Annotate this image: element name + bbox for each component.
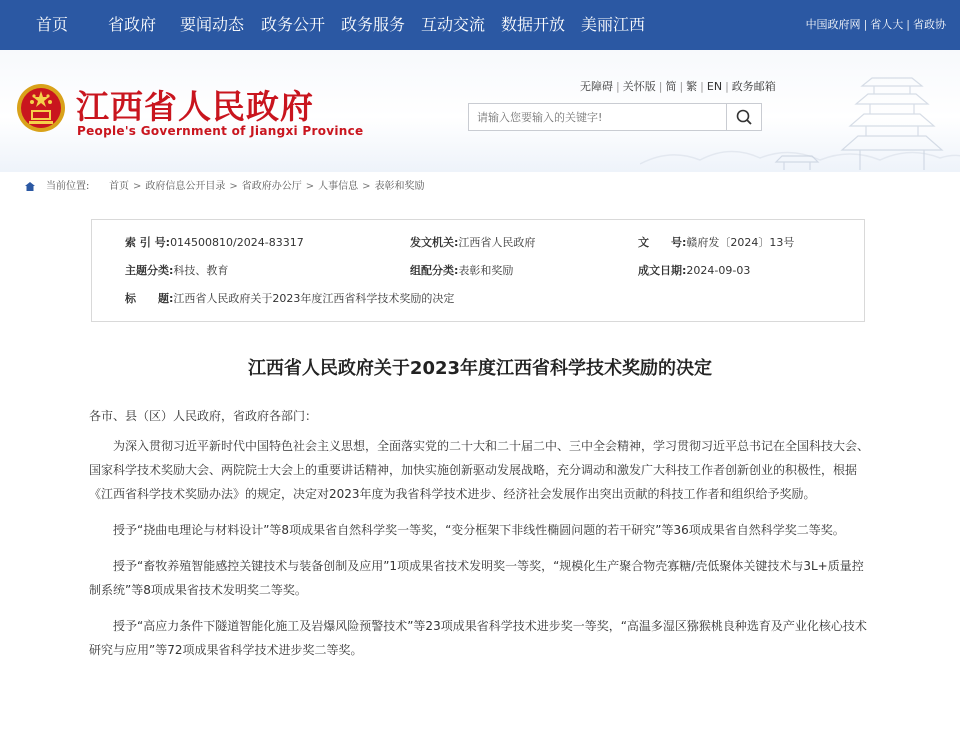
meta-date: 成文日期:2024-09-03 bbox=[638, 264, 751, 277]
site-subtitle: People's Government of Jiangxi Province bbox=[77, 124, 364, 138]
nav-right-links: 中国政府网 | 省人大 | 省政协 bbox=[805, 18, 946, 31]
link-care-mode[interactable]: 关怀版 bbox=[622, 80, 656, 93]
article-body bbox=[89, 404, 871, 674]
article-paragraph: 为深入贯彻习近平新时代中国特色社会主义思想，全面落实党的二十大和二十届二中、三中全会精神，学习贯彻习近平总书记在全国科技大会、国家科学技术奖励大会、两院院士大会上的重要讲话精神，加快实施创新驱动发展战略，充分调动和激发广大科技工作者创新创业的积极性，根据《江西省科学技术奖励办法》的规定，决定对2023年度为我省科学技术进步、经济社会发展作出突出贡献的科技工作者和组织给予奖励。 bbox=[89, 439, 870, 501]
nav-item-home[interactable]: 首页 bbox=[36, 15, 69, 34]
utility-links: 无障碍 | 关怀版 | 简 | 繁 | EN | 政务邮箱 bbox=[580, 80, 776, 93]
meta-topic: 主题分类:科技、教育 bbox=[125, 264, 229, 277]
breadcrumb-label: 当前位置: bbox=[46, 181, 90, 192]
link-provincial-cppcc[interactable]: 省政协 bbox=[913, 18, 946, 31]
cloud-decoration-icon bbox=[640, 130, 960, 170]
link-simplified[interactable]: 简 bbox=[665, 80, 677, 93]
national-emblem-icon bbox=[16, 83, 66, 133]
search-icon bbox=[727, 104, 761, 130]
nav-item-open-data[interactable]: 数据开放 bbox=[501, 15, 566, 34]
top-nav bbox=[0, 0, 960, 50]
meta-row-2 bbox=[92, 260, 864, 282]
link-accessibility[interactable]: 无障碍 bbox=[580, 80, 613, 93]
breadcrumb-item-general-office[interactable]: 省政府办公厅 bbox=[241, 181, 302, 192]
breadcrumb-item-awards[interactable]: 表彰和奖励 bbox=[374, 181, 425, 192]
meta-row-1 bbox=[92, 232, 864, 254]
site-title[interactable]: 江西省人民政府 bbox=[76, 87, 314, 126]
nav-item-news[interactable]: 要闻动态 bbox=[180, 15, 245, 34]
link-provincial-congress[interactable]: 省人大 bbox=[870, 18, 904, 31]
breadcrumb-item-personnel[interactable]: 人事信息 bbox=[318, 181, 359, 192]
document-meta-box bbox=[91, 219, 865, 322]
meta-docno: 文 号:赣府发〔2024〕13号 bbox=[638, 236, 795, 249]
meta-title: 标 题:江西省人民政府关于2023年度江西省科学技术奖励的决定 bbox=[125, 292, 455, 305]
article-salutation: 各市、县（区）人民政府，省政府各部门： bbox=[89, 409, 318, 423]
article-paragraph: 授予“高应力条件下隧道智能化施工及岩爆风险预警技术”等23项成果省科学技术进步奖一等奖，“高温多湿区猕猴桃良种选育及产业化核心技术研究与应用”等72项成果省科学技术进步奖二等奖。 bbox=[89, 619, 867, 657]
link-china-gov[interactable]: 中国政府网 bbox=[805, 18, 861, 31]
breadcrumb-item-home[interactable]: 首页 bbox=[109, 181, 129, 192]
breadcrumb-path: 首页 > 政府信息公开目录 > 省政府办公厅 > 人事信息 > 表彰和奖励 bbox=[109, 181, 425, 192]
meta-row-3 bbox=[92, 288, 864, 310]
nav-item-gov-services[interactable]: 政务服务 bbox=[341, 15, 406, 34]
link-traditional[interactable]: 繁 bbox=[686, 80, 698, 93]
breadcrumb bbox=[24, 172, 944, 202]
nav-item-interaction[interactable]: 互动交流 bbox=[421, 15, 486, 34]
article-paragraph: 授予“挠曲电理论与材料设计”等8项成果省自然科学奖一等奖，“变分框架下非线性椭圆问题的若干研究”等36项成果省自然科学奖二等奖。 bbox=[113, 523, 845, 537]
header-banner bbox=[0, 50, 960, 172]
breadcrumb-item-catalog[interactable]: 政府信息公开目录 bbox=[145, 181, 226, 192]
meta-category: 组配分类:表彰和奖励 bbox=[410, 264, 514, 277]
search-box bbox=[468, 103, 762, 131]
link-gov-mail[interactable]: 政务邮箱 bbox=[731, 80, 776, 93]
meta-index: 索 引 号:014500810/2024-83317 bbox=[125, 236, 304, 249]
article-paragraph: 授予“畜牧养殖智能感控关键技术与装备创制及应用”1项成果省技术发明奖一等奖，“规模化生产聚合物壳寡糖/壳低聚体关键技术与3L+质量控制系统”等8项成果省技术发明奖二等奖。 bbox=[89, 559, 864, 597]
nav-item-gov-affairs-open[interactable]: 政务公开 bbox=[261, 15, 326, 34]
nav-item-provincial-gov[interactable]: 省政府 bbox=[108, 15, 157, 34]
search-button[interactable] bbox=[726, 104, 761, 130]
link-english[interactable]: EN bbox=[706, 80, 723, 93]
home-icon bbox=[24, 181, 36, 192]
document-title: 江西省人民政府关于2023年度江西省科学技术奖励的决定 bbox=[247, 358, 713, 379]
search-input[interactable] bbox=[469, 104, 743, 130]
nav-item-beautiful-jiangxi[interactable]: 美丽江西 bbox=[581, 15, 646, 34]
meta-issuer: 发文机关:江西省人民政府 bbox=[410, 236, 536, 249]
